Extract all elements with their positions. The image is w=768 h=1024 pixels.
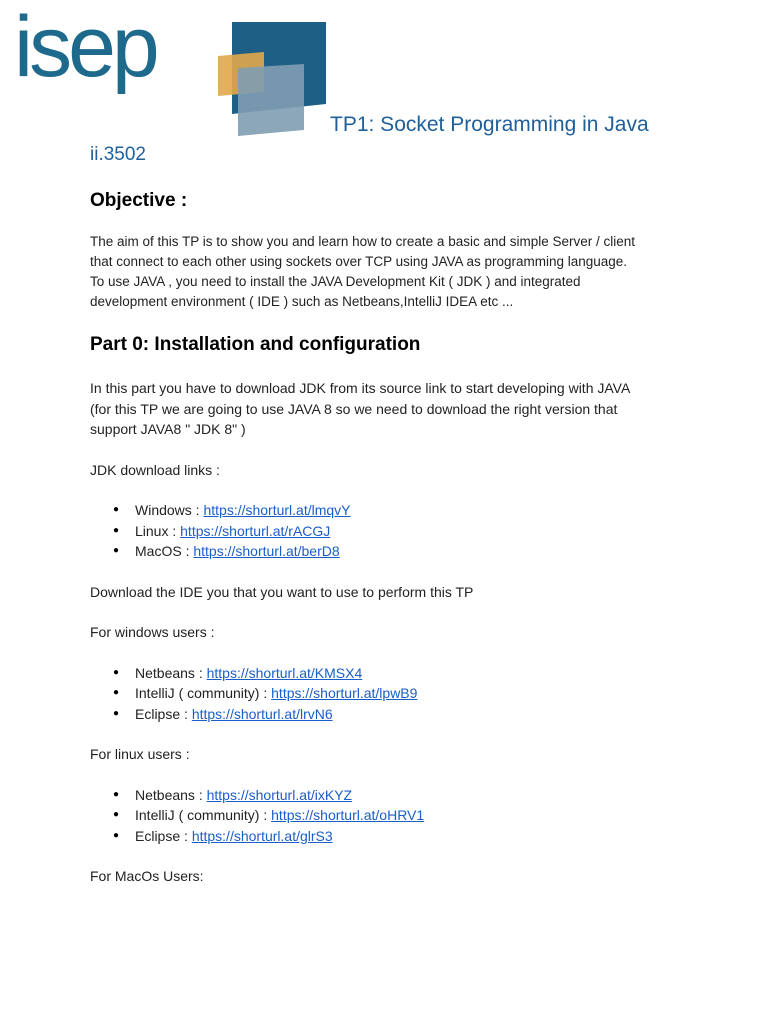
objective-line: The aim of this TP is to show you and learn how to create a basic and simple Server / client bbox=[90, 234, 636, 249]
jdk-linux-link[interactable]: https://shorturl.at/rACGJ bbox=[180, 522, 331, 539]
objective-text bbox=[90, 232, 690, 312]
windows-users-label: For windows users : bbox=[90, 624, 215, 640]
windows-intellij-link[interactable]: https://shorturl.at/lpwB9 bbox=[271, 685, 418, 701]
part0-heading: Part 0: Installation and configuration bbox=[90, 334, 421, 355]
logo-emblem-icon bbox=[218, 22, 330, 136]
link-label: Eclipse : bbox=[135, 827, 192, 844]
linux-users-label: For linux users : bbox=[90, 746, 190, 762]
list-item bbox=[135, 826, 690, 847]
list-item bbox=[135, 785, 690, 806]
objective-line: development environment ( IDE ) such as Netbeans,IntelliJ IDEA etc ... bbox=[90, 294, 514, 309]
link-label: Netbeans : bbox=[135, 664, 207, 681]
link-label: Windows : bbox=[135, 502, 204, 518]
list-item bbox=[135, 663, 690, 684]
linux-netbeans-link[interactable]: https://shorturl.at/ixKYZ bbox=[206, 786, 353, 803]
link-label: Linux : bbox=[135, 522, 181, 539]
list-item bbox=[135, 805, 690, 826]
objective-heading: Objective : bbox=[90, 190, 188, 211]
logo-wordmark: isep bbox=[14, 0, 156, 95]
part0-intro bbox=[90, 378, 690, 440]
intro-line: (for this TP we are going to use JAVA 8 so we need to download the right version that bbox=[90, 400, 618, 417]
macos-users-label: For MacOs Users: bbox=[90, 868, 204, 884]
document-body bbox=[90, 190, 690, 887]
list-item bbox=[135, 500, 690, 521]
list-item bbox=[135, 704, 690, 725]
intro-line: support JAVA8 " JDK 8" ) bbox=[90, 421, 246, 437]
jdk-links-list bbox=[90, 500, 690, 562]
link-label: IntelliJ ( community) : bbox=[135, 685, 272, 701]
list-item bbox=[135, 521, 690, 542]
jdk-windows-link[interactable]: https://shorturl.at/lmqvY bbox=[203, 502, 351, 518]
course-code: ii.3502 bbox=[90, 144, 146, 165]
list-item bbox=[135, 683, 690, 704]
list-item bbox=[135, 541, 690, 562]
linux-ide-list bbox=[90, 785, 690, 847]
link-label: IntelliJ ( community) : bbox=[135, 807, 272, 823]
objective-line: To use JAVA , you need to install the JAVA Development Kit ( JDK ) and integrated bbox=[90, 274, 581, 289]
link-label: Eclipse : bbox=[135, 705, 192, 722]
document-title: TP1: Socket Programming in Java bbox=[330, 113, 649, 136]
objective-line: that connect to each other using sockets over TCP using JAVA as programming language. bbox=[90, 254, 628, 269]
link-label: Netbeans : bbox=[135, 786, 207, 803]
intro-line: In this part you have to download JDK from its source link to start developing with JAVA bbox=[90, 380, 631, 396]
ide-intro: Download the IDE you that you want to use to perform this TP bbox=[90, 583, 474, 600]
windows-netbeans-link[interactable]: https://shorturl.at/KMSX4 bbox=[206, 664, 363, 681]
jdk-links-label: JDK download links : bbox=[90, 461, 220, 478]
linux-eclipse-link[interactable]: https://shorturl.at/glrS3 bbox=[191, 827, 333, 844]
windows-ide-list bbox=[90, 663, 690, 725]
linux-intellij-link[interactable]: https://shorturl.at/oHRV1 bbox=[271, 807, 425, 823]
jdk-macos-link[interactable]: https://shorturl.at/berD8 bbox=[193, 543, 340, 559]
windows-eclipse-link[interactable]: https://shorturl.at/lrvN6 bbox=[191, 705, 333, 722]
link-label: MacOS : bbox=[135, 543, 194, 559]
